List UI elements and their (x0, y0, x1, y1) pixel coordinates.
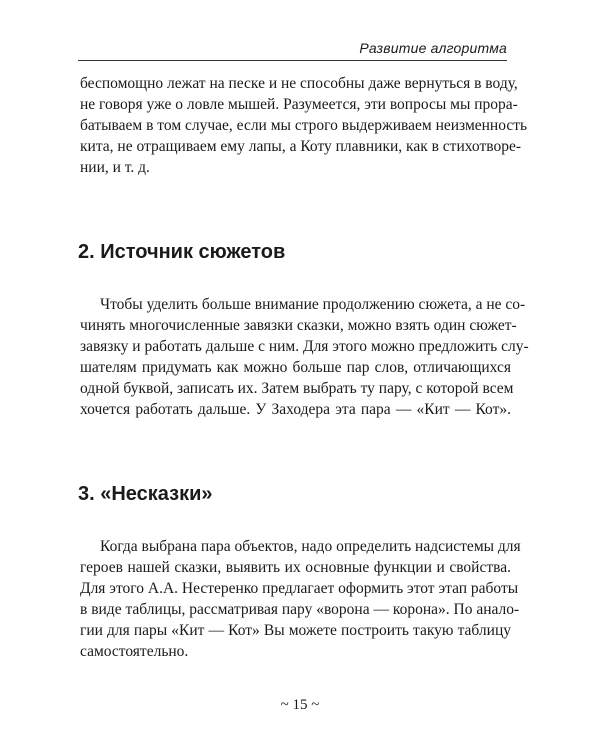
text-line: кита, не отращиваем ему лапы, а Коту плавники, как в стихотворе- (80, 138, 521, 155)
text-line: чинять многочисленные завязки сказки, можно взять один сюжет- (80, 317, 517, 334)
text-line: героев нашей сказки, выявить их основные функции и свойства. (80, 559, 511, 576)
text-line: одной буквой, записать их. Затем выбрать ту пару, с которой всем (80, 380, 514, 397)
section-heading: 3. «Несказки» (78, 483, 213, 505)
section-2-paragraph (80, 294, 529, 420)
text-line: Чтобы уделить больше внимание продолжению сюжета, а не со- (100, 296, 526, 313)
text-line: завязку и работать дальше с ним. Для этого можно предложить слу- (80, 338, 529, 355)
text-line: беспомощно лежат на песке и не способны даже вернуться в воду, (80, 75, 518, 92)
text-line: Для этого А.А. Нестеренко предлагает оформить этот этап работы (80, 580, 519, 597)
text-line: шателям придумать как можно больше пар слов, отличающихся (80, 359, 511, 376)
text-line: нии, и т. д. (80, 159, 150, 176)
text-line: в виде таблицы, рассматривая пару «ворона — корона». По анало- (80, 601, 520, 618)
running-head: Развитие алгоритма (359, 40, 507, 56)
text-line: Когда выбрана пара объектов, надо определить надсистемы для (100, 538, 521, 555)
header-rule (78, 60, 507, 61)
intro-paragraph (80, 73, 528, 178)
page-number: ~ 15 ~ (280, 697, 320, 713)
section-heading: 2. Источник сюжетов (78, 241, 286, 263)
section-3-paragraph (80, 536, 521, 662)
text-line: хочется работать дальше. У Заходера эта пара — «Кит — Кот». (80, 401, 511, 418)
text-line: не говоря уже о ловле мышей. Разумеется, эти вопросы мы прора- (80, 96, 518, 113)
text-line: гии для пары «Кит — Кот» Вы можете построить такую таблицу (80, 622, 511, 639)
text-line: батываем в том случае, если мы строго выдерживаем неизменность (80, 117, 528, 134)
text-line: самостоятельно. (80, 643, 189, 660)
